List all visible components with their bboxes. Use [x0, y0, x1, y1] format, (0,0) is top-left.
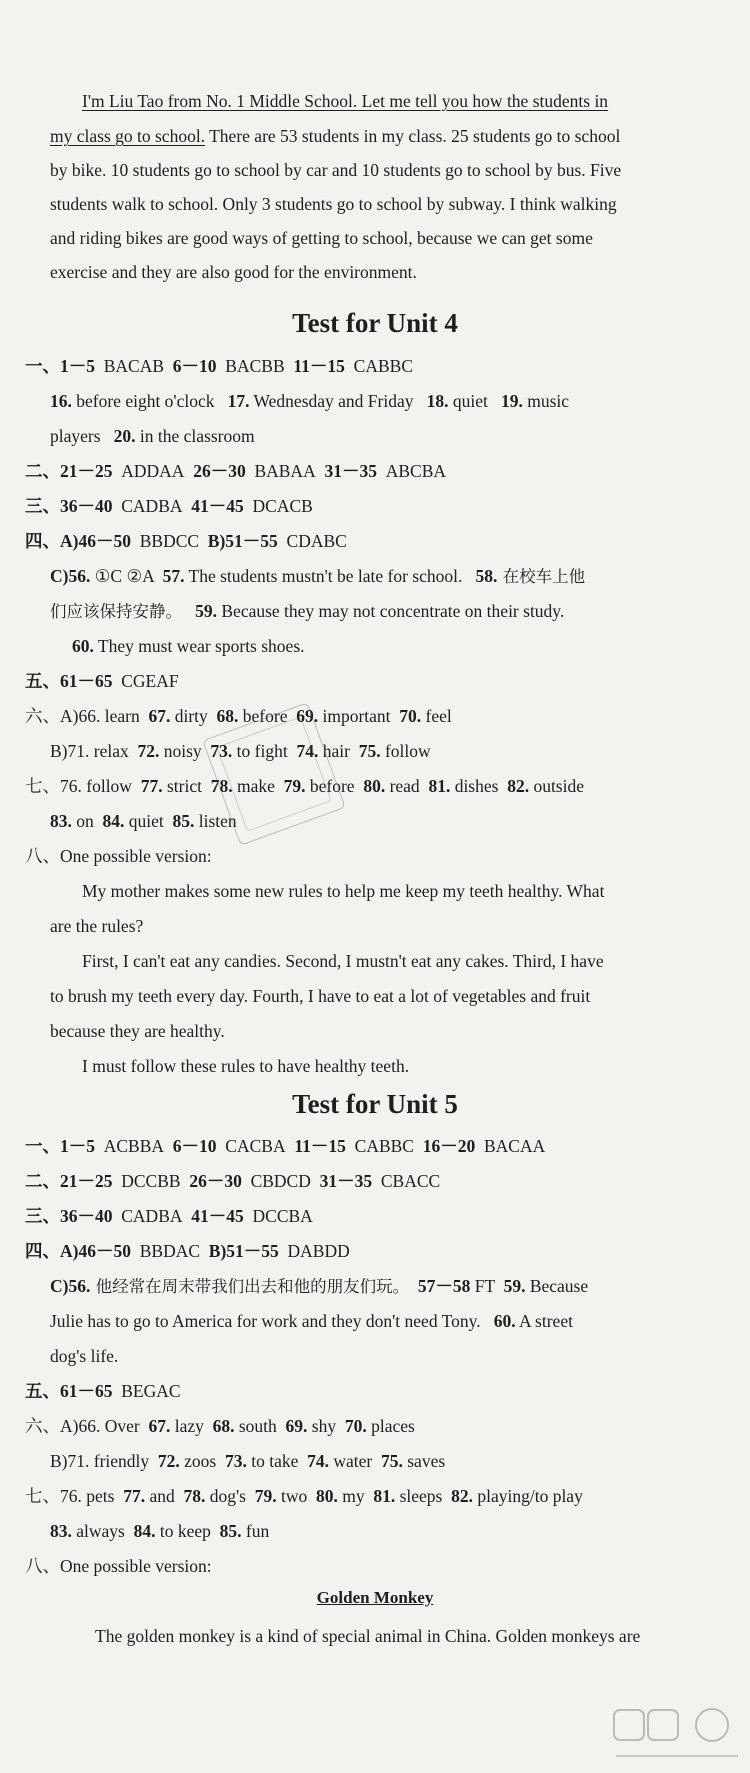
- u4-section4-c: C)56. ①C ②A 57. The students mustn't be late for school. 58. 在校车上他: [50, 566, 586, 586]
- u5-section7: 七、76. pets 77. and 78. dog's 79. two 80. my 81. sleeps 82. playing/to play: [25, 1486, 583, 1506]
- u4-section4-e: 60. They must wear sports shoes.: [72, 636, 305, 656]
- u5-section4-c: C)56. 他经常在周末带我们出去和他的朋友们玩。 57－58 FT 59. Because: [50, 1276, 589, 1296]
- u4-essay-line-6: I must follow these rules to have healthy teeth.: [82, 1056, 410, 1076]
- unit4-title: Test for Unit 4: [292, 308, 458, 338]
- u4-essay-line-4: to brush my teeth every day. Fourth, I have to eat a lot of vegetables and fruit: [50, 986, 591, 1006]
- u4-section7: 七、76. follow 77. strict 78. make 79. before 80. read 81. dishes 82. outside: [25, 776, 584, 796]
- intro-line-3: by bike. 10 students go to school by car and 10 students go to school by bus. Five: [50, 160, 622, 180]
- u4-section6-b: B)71. relax 72. noisy 73. to fight 74. hair 75. follow: [50, 741, 431, 761]
- u4-section1-b: 16. before eight o'clock 17. Wednesday and Friday 18. quiet 19. music: [50, 391, 570, 411]
- watermark-logo-icon: [612, 1706, 742, 1766]
- u5-section7-b: 83. always 84. to keep 85. fun: [50, 1521, 270, 1541]
- u4-essay-line-2: are the rules?: [50, 916, 144, 936]
- u4-section3: 三、36－40 CADBA 41－45 DCACB: [25, 496, 313, 516]
- u4-section5: 五、61－65 CGEAF: [25, 671, 179, 691]
- u5-section5: 五、61－65 BEGAC: [25, 1381, 181, 1401]
- u4-section1: 一、1－5 BACAB 6－10 BACBB 11－15 CABBC: [25, 356, 413, 376]
- u5-section1: 一、1－5 ACBBA 6－10 CACBA 11－15 CABBC 16－20 BACAA: [25, 1136, 546, 1156]
- u5-section2: 二、21－25 DCCBB 26－30 CBDCD 31－35 CBACC: [25, 1171, 441, 1191]
- u4-section1-c: players 20. in the classroom: [50, 426, 255, 446]
- u4-section7-b: 83. on 84. quiet 85. listen: [50, 811, 237, 831]
- intro-line-1: I'm Liu Tao from No. 1 Middle School. Let me tell you how the students in: [82, 91, 609, 111]
- u5-section8: 八、One possible version:: [25, 1556, 212, 1576]
- u4-essay-line-5: because they are healthy.: [50, 1021, 225, 1041]
- u4-section4: 四、A)46－50 BBDCC B)51－55 CDABC: [25, 531, 347, 551]
- intro-line-6: exercise and they are also good for the environment.: [50, 262, 417, 282]
- u5-section6-b: B)71. friendly 72. zoos 73. to take 74. water 75. saves: [50, 1451, 446, 1471]
- u4-section2: 二、21－25 ADDAA 26－30 BABAA 31－35 ABCBA: [25, 461, 447, 481]
- u5-essay-line-1: The golden monkey is a kind of special animal in China. Golden monkeys are: [95, 1626, 641, 1646]
- intro-line-4: students walk to school. Only 3 students go to school by subway. I think walking: [50, 194, 617, 214]
- unit5-title: Test for Unit 5: [292, 1089, 458, 1119]
- intro-line-2: my class go to school. There are 53 students in my class. 25 students go to school: [50, 126, 621, 146]
- u5-essay-title: Golden Monkey: [316, 1588, 434, 1607]
- u4-essay-line-3: First, I can't eat any candies. Second, I mustn't eat any cakes. Third, I have: [82, 951, 604, 971]
- u5-section4-e: dog's life.: [50, 1346, 119, 1366]
- u4-section4-d: 们应该保持安静。 59. Because they may not concentrate on their study.: [50, 601, 565, 621]
- u5-section4-d: Julie has to go to America for work and they don't need Tony. 60. A street: [50, 1311, 573, 1331]
- u4-section6: 六、A)66. learn 67. dirty 68. before 69. important 70. feel: [25, 706, 452, 726]
- u4-essay-line-1: My mother makes some new rules to help me keep my teeth healthy. What: [82, 881, 605, 901]
- intro-line-5: and riding bikes are good ways of getting to school, because we can get some: [50, 228, 593, 248]
- u5-section4: 四、A)46－50 BBDAC B)51－55 DABDD: [25, 1241, 350, 1261]
- u5-section6: 六、A)66. Over 67. lazy 68. south 69. shy 70. places: [25, 1416, 415, 1436]
- u5-section3: 三、36－40 CADBA 41－45 DCCBA: [25, 1206, 313, 1226]
- u4-section8: 八、One possible version:: [25, 846, 212, 866]
